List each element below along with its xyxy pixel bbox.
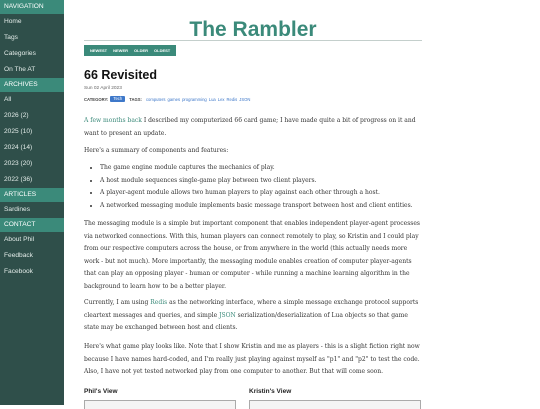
messaging-paragraph: The messaging module is a simple but important component that enables independent player-agent processes via networked connections. With this, human players can connect remotely to play, so Kristin and I could play from our respective computers across the house, or from anywhere in the world (this actually needs more work - but not much). More importantly, the messaging module enables creation of computer player-agents that can play an opposing player - human or computer - while running a machine learning algorithm in the background to learn how to be a better player.	[84, 220, 420, 290]
oldest-button[interactable]: OLDEST	[154, 48, 171, 53]
phils-view-label: Phil's View	[84, 388, 118, 395]
summary-intro: Here's a summary of components and features:	[84, 147, 229, 154]
sidebar-item-archive-all[interactable]: All	[4, 96, 12, 103]
redis-link[interactable]: Redis	[150, 299, 168, 306]
sidebar-item-archive-2026[interactable]: 2026 (2)	[4, 112, 29, 119]
sidebar-item-home[interactable]: Home	[4, 18, 22, 25]
sidebar	[0, 0, 64, 405]
kristins-view-label: Kristin's View	[249, 388, 292, 395]
navigation-heading: NAVIGATION	[0, 0, 64, 14]
intro-text: I described my computerized 66 card game; I have made quite a bit of progress on it and want to present an update.	[84, 117, 416, 137]
older-button[interactable]: OLDER	[134, 48, 149, 53]
title-divider	[84, 40, 422, 41]
main-content	[84, 0, 422, 405]
redis-text-a: Currently, I am using	[84, 299, 151, 306]
sidebar-item-about-phil[interactable]: About Phil	[4, 236, 35, 243]
newer-button[interactable]: NEWER	[113, 48, 129, 53]
category-label: CATEGORY:	[84, 96, 109, 102]
tag-link[interactable]: Lua	[208, 96, 216, 102]
sidebar-item-archive-2023[interactable]: 2023 (20)	[4, 160, 33, 167]
tag-link[interactable]: Redis	[226, 96, 238, 102]
archives-heading: ARCHIVES	[0, 78, 64, 92]
sidebar-item-feedback[interactable]: Feedback	[4, 252, 33, 259]
newest-button[interactable]: NEWEST	[90, 48, 108, 53]
json-link[interactable]: JSON	[219, 311, 236, 319]
sidebar-item-on-the-at[interactable]: On The AT	[4, 66, 36, 73]
intro-paragraph	[84, 115, 422, 140]
tag-link[interactable]: programming	[182, 96, 207, 102]
post-meta	[84, 96, 250, 102]
sidebar-item-sardines[interactable]: Sardines	[4, 206, 31, 213]
redis-text-b: as the networking interface, where a simple message exchange protocol supports cleartext messages and queries, and simple	[84, 299, 419, 319]
feature-list	[92, 162, 430, 212]
tag-link[interactable]: games	[167, 96, 181, 102]
sidebar-item-archive-2025[interactable]: 2025 (10)	[4, 128, 33, 135]
list-item: • A networked messaging module implements basic message transport between host and client entities.	[100, 200, 430, 213]
list-item: • A player-agent module allows two human players to play against each other through a host.	[100, 187, 430, 200]
redis-paragraph	[84, 297, 422, 335]
category-badge[interactable]: Tech	[110, 96, 125, 102]
sidebar-item-facebook[interactable]: Facebook	[4, 268, 33, 275]
sidebar-item-categories[interactable]: Categories	[4, 50, 36, 57]
list-item: • The game engine module captures the mechanics of play.	[100, 162, 430, 175]
redis-text-c: serialization/deserialization of Lua objects so that game state may be exchanged between host and clients.	[84, 311, 408, 331]
sidebar-item-archive-2022[interactable]: 2022 (36)	[4, 176, 33, 183]
contact-heading: CONTACT	[0, 218, 64, 232]
post-date: Sun 02 April 2023	[84, 86, 122, 91]
sidebar-item-archive-2024[interactable]: 2024 (14)	[4, 144, 33, 151]
site-title[interactable]: The Rambler	[189, 18, 317, 41]
tag-link[interactable]: JSON	[239, 96, 251, 102]
articles-heading: ARTICLES	[0, 188, 64, 202]
previous-post-link[interactable]: A few months back	[84, 117, 142, 124]
tag-link[interactable]: computers	[145, 96, 166, 102]
post-navigation-bar	[84, 45, 176, 56]
list-item: • A host module sequences single-game play between two client players.	[100, 175, 430, 188]
sidebar-item-tags[interactable]: Tags	[4, 34, 18, 41]
post-title: 66 Revisited	[84, 68, 157, 82]
tag-link[interactable]: Lex	[217, 96, 225, 102]
tags-label: TAGS:	[129, 96, 142, 102]
gameplay-paragraph: Here's what game play looks like. Note that I show Kristin and me as players - this is a slight fiction right now because I have names hard-coded, and I'm really just playing against myself as "p1" and "p2" to test the code. Also, I have not yet tested networked play from one computer to another. But that will come soon.	[84, 343, 420, 375]
